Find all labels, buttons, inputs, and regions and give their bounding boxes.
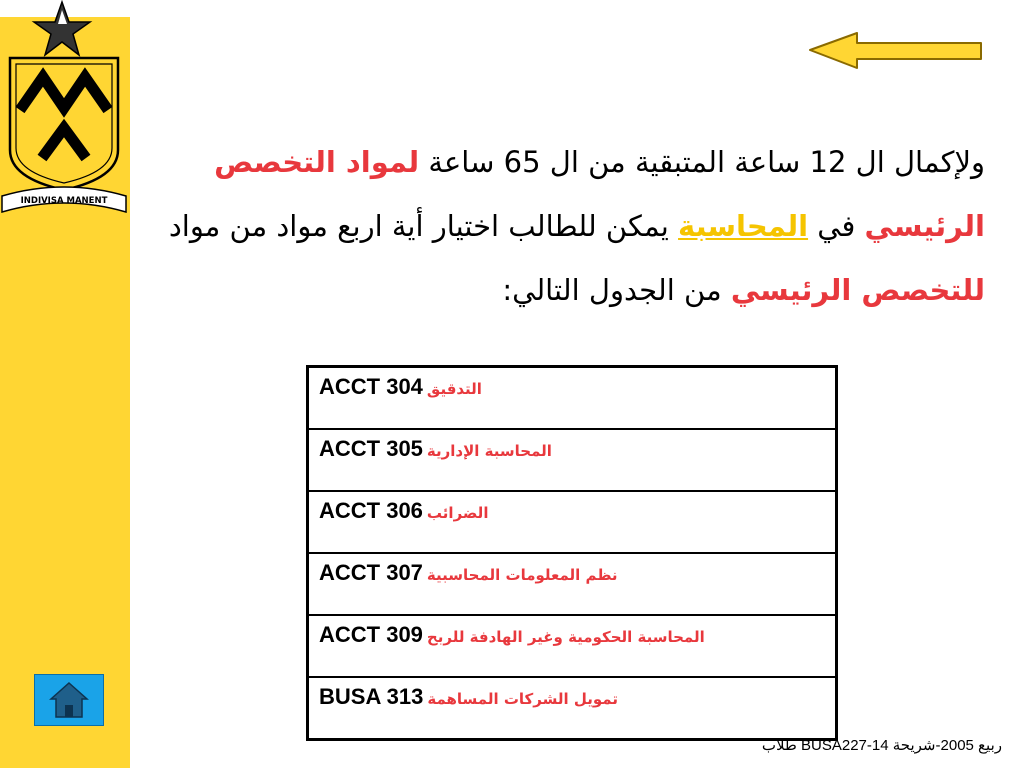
home-icon	[49, 681, 89, 719]
intro-paragraph	[150, 130, 985, 322]
course-cell	[308, 429, 837, 491]
crest-motto: INDIVISA MANENT	[20, 196, 108, 206]
table-row	[308, 491, 837, 553]
back-arrow-button[interactable]	[805, 30, 985, 75]
course-cell	[308, 367, 837, 430]
course-code: ACCT 306	[319, 498, 423, 523]
table-row	[308, 429, 837, 491]
left-arrow-icon	[805, 30, 985, 75]
course-cell	[308, 553, 837, 615]
course-title: نظم المعلومات المحاسبية	[426, 566, 618, 584]
course-cell	[308, 615, 837, 677]
intro-highlight-major: لمواد التخصص الرئيسي	[214, 145, 985, 243]
course-title: تمويل الشركات المساهمة	[427, 690, 618, 708]
course-code: ACCT 305	[319, 436, 423, 461]
course-table	[306, 365, 838, 741]
course-code: ACCT 304	[319, 374, 423, 399]
slide-footer: طلاب BUSA227-ربيع 2005-شريحة 14	[761, 737, 1002, 754]
intro-highlight-accounting: المحاسبة	[678, 209, 809, 243]
table-row	[308, 553, 837, 615]
intro-text-3: يمكن للطالب اختيار أية اربع مواد من مواد	[168, 209, 679, 243]
crest-icon	[0, 0, 130, 230]
intro-highlight-major-2: للتخصص الرئيسي	[730, 273, 985, 307]
course-cell	[308, 677, 837, 740]
course-code: ACCT 307	[319, 560, 423, 585]
course-title: الضرائب	[426, 504, 489, 522]
course-title: المحاسبة الإدارية	[426, 442, 552, 460]
crest-logo	[0, 0, 130, 230]
course-title: المحاسبة الحكومية وغير الهادفة للربح	[426, 628, 705, 646]
intro-text-1: ولإكمال ال 12 ساعة المتبقية من ال 65 ساعة	[419, 145, 985, 179]
course-cell	[308, 491, 837, 553]
intro-text-2: في	[808, 209, 865, 243]
table-row	[308, 615, 837, 677]
course-code: BUSA 313	[319, 684, 424, 709]
table-row	[308, 677, 837, 740]
home-button[interactable]	[34, 674, 104, 726]
course-title: التدقيق	[426, 380, 482, 398]
table-row	[308, 367, 837, 430]
intro-text-4: من الجدول التالي:	[502, 273, 731, 307]
course-code: ACCT 309	[319, 622, 423, 647]
